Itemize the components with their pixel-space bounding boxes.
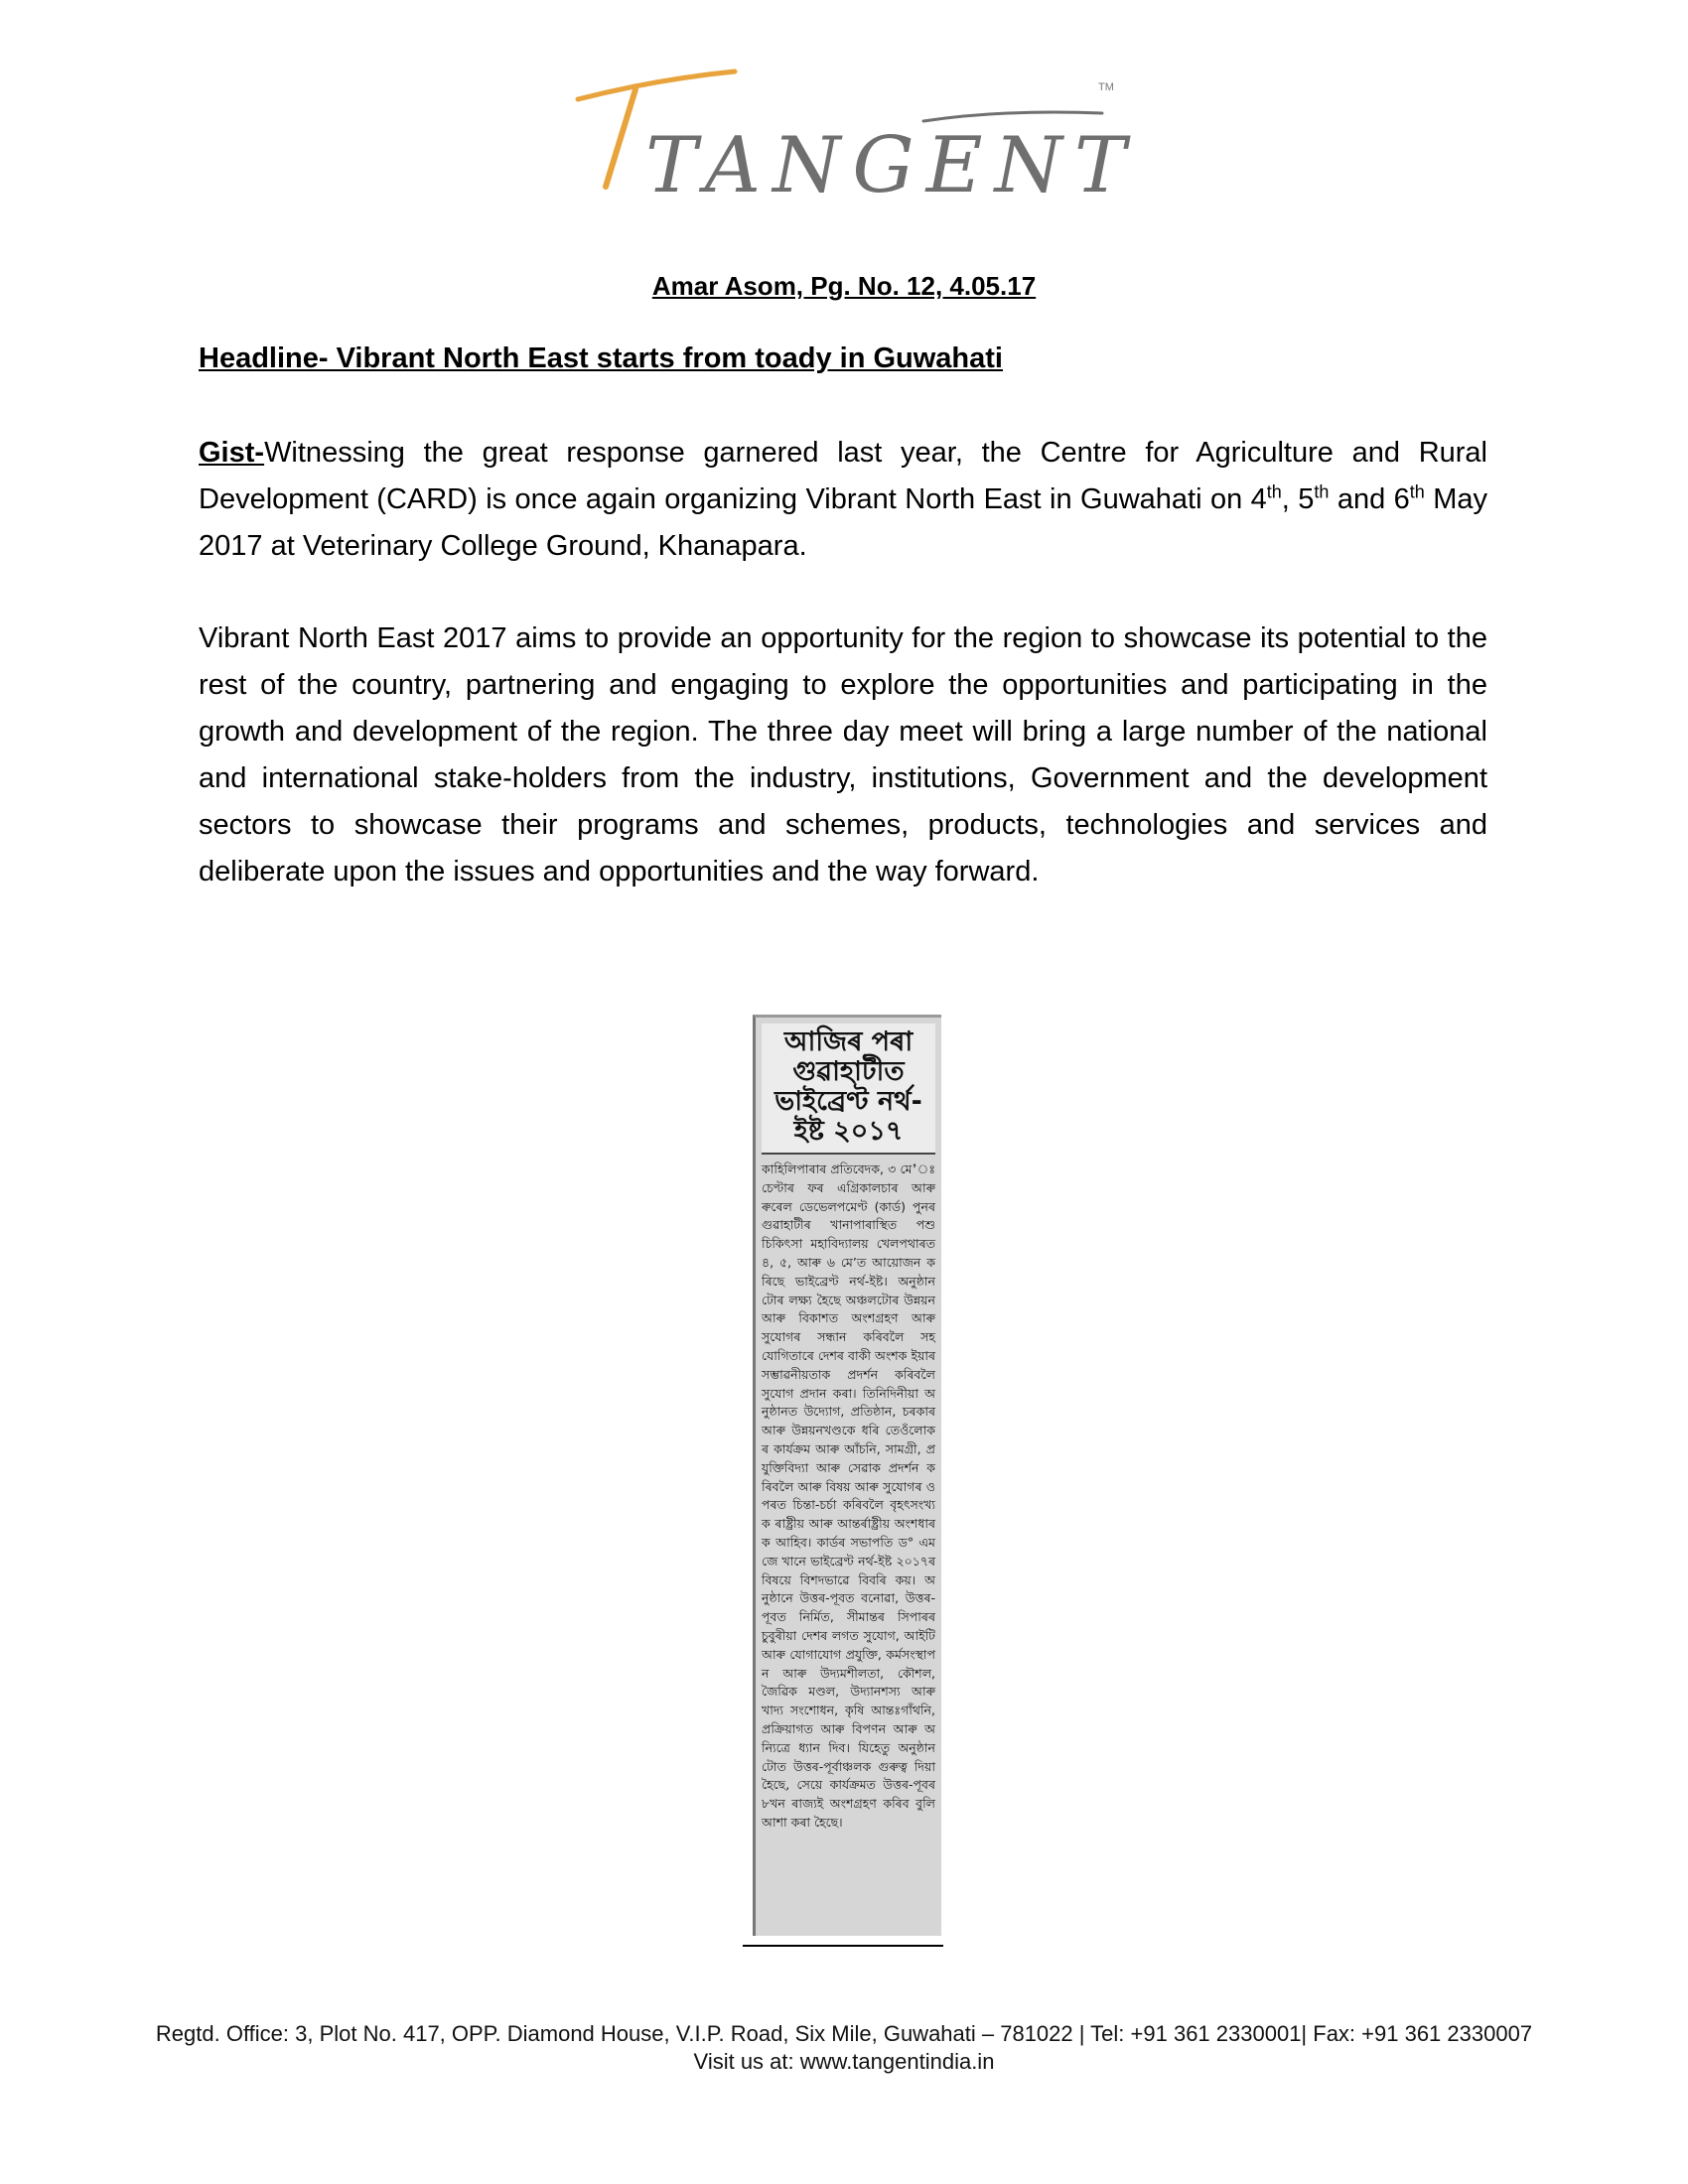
footer-address: Regtd. Office: 3, Plot No. 417, OPP. Diamond House, V.I.P. Road, Six Mile, Guwahati – 781022 | Tel: +91 361 2330001| Fax: +91 361 2330007 [155,2021,1533,2046]
gist-sep1: , 5 [1281,483,1315,515]
tangent-logo [566,60,1138,210]
newspaper-clipping [753,1015,941,1936]
body-paragraph: Vibrant North East 2017 aims to provide an opportunity for the region to showcase its potential to the rest of the country, partnering and engaging to explore the opportunities and participating in the growth and development of the region. The three day meet will bring a large number of the national and international stake-holders from the industry, institutions, Government and the development sectors to showcase their programs and schemes, products, technologies and services and deliberate upon the issues and opportunities and the way forward. [199,622,1487,887]
clipping-headline: আজিৰ পৰা গুৱাহাটীত ভাইব্ৰেণ্ট নৰ্থ-ইষ্ট ২০১৭ [762,1024,935,1155]
gist-paragraph [199,430,1487,570]
gist-text-part1: Witnessing the great response garnered last year, the Centre for Agriculture and Rural Development (CARD) is once again organizing Vibrant North East in Guwahati on 4 [199,437,1487,515]
gist-sep2: and 6 [1329,483,1410,515]
gist-text-part2: May 2017 at Veterinary College Ground, Khanapara. [199,483,1487,562]
clipping-body: কাহিলিপাৰাৰ প্ৰতিবেদক, ৩ মে’ঃ চেণ্টাৰ ফৰ এগ্ৰিকালচাৰ আৰু ৰুৰেল ডেভেলপমেণ্ট (কাৰ্ড) পুনৰ গুৱাহাটীৰ খানাপাৰাস্থিত পশু চিকিৎসা মহাবিদ্যালয় খেলপথাৰত ৪, ৫, আৰু ৬ মে’ত আয়োজন কৰিছে ভাইব্ৰেণ্ট নৰ্থ-ইষ্ট। অনুষ্ঠানটোৰ লক্ষ্য হৈছে অঞ্চলটোৰ উন্নয়ন আৰু বিকাশত অংশগ্ৰহণ আৰু সুযোগৰ সন্ধান কৰিবলৈ সহযোগিতাৰে দেশৰ বাকী অংশক ইয়াৰ সম্ভাৱনীয়তাক প্ৰদৰ্শন কৰিবলৈ সুযোগ প্ৰদান কৰা। তিনিদিনীয়া অনুষ্ঠানত উদ্যোগ, প্ৰতিষ্ঠান, চৰকাৰ আৰু উন্নয়নখণ্ডকে ধৰি তেওঁলোকৰ কাৰ্যক্ৰম আৰু আঁচনি, সামগ্ৰী, প্ৰযুক্তিবিদ্যা আৰু সেৱাক প্ৰদৰ্শন কৰিবলৈ আৰু বিষয় আৰু সুযোগৰ ওপৰত চিন্তা-চৰ্চা কৰিবলৈ বৃহৎসংখ্যক ৰাষ্ট্ৰীয় আৰু আন্তৰ্ৰাষ্ট্ৰীয় অংশধাৰক আহিব। কাৰ্ডৰ সভাপতি ড° এম জে খানে ভাইব্ৰেণ্ট নৰ্থ-ইষ্ট ২০১৭ৰ বিষয়ে বিশদভাৱে বিবৰি কয়। অনুষ্ঠানে উত্তৰ-পূবত বনোৱা, উত্তৰ-পূবত নিৰ্মিত, সীমান্তৰ সিপাৰৰ চুবুৰীয়া দেশৰ লগত সুযোগ, আইটি আৰু যোগাযোগ প্ৰযুক্তি, কৰ্মসংস্থাপন আৰু উদ্যমশীলতা, কৌশল, জৈৱিক মণ্ডল, উদ্যানশস্য আৰু খাদ্য সংশোধন, কৃষি আন্তঃগাঁথনি, প্ৰক্ৰিয়াগত আৰু বিপণন আৰু অন্যিত্ৰে ধ্যান দিব। যিহেতু অনুষ্ঠানটোত উত্তৰ-পূৰ্বাঞ্চলক গুৰুত্ব দিয়া হৈছে, সেয়ে কাৰ্যক্ৰমত উত্তৰ-পূবৰ ৮খন ৰাজ্যই অংশগ্ৰহণ কৰিব বুলি আশা কৰা হৈছে। [762,1161,935,1830]
clipping-underline [743,1945,943,1947]
gist-sup3: th [1409,481,1425,502]
footer-website: Visit us at: www.tangentindia.in [693,2049,995,2074]
gist-sup1: th [1266,481,1282,502]
source-line: Amar Asom, Pg. No. 12, 4.05.17 [651,271,1037,301]
logo-wordmark: TANGENT [645,121,1138,210]
footer [0,2020,1688,2076]
headline: Headline- Vibrant North East starts from toady in Guwahati [199,342,1003,374]
gist-label: Gist- [199,437,265,469]
gist-sup2: th [1314,481,1330,502]
logo-trademark: TM [1098,81,1114,93]
